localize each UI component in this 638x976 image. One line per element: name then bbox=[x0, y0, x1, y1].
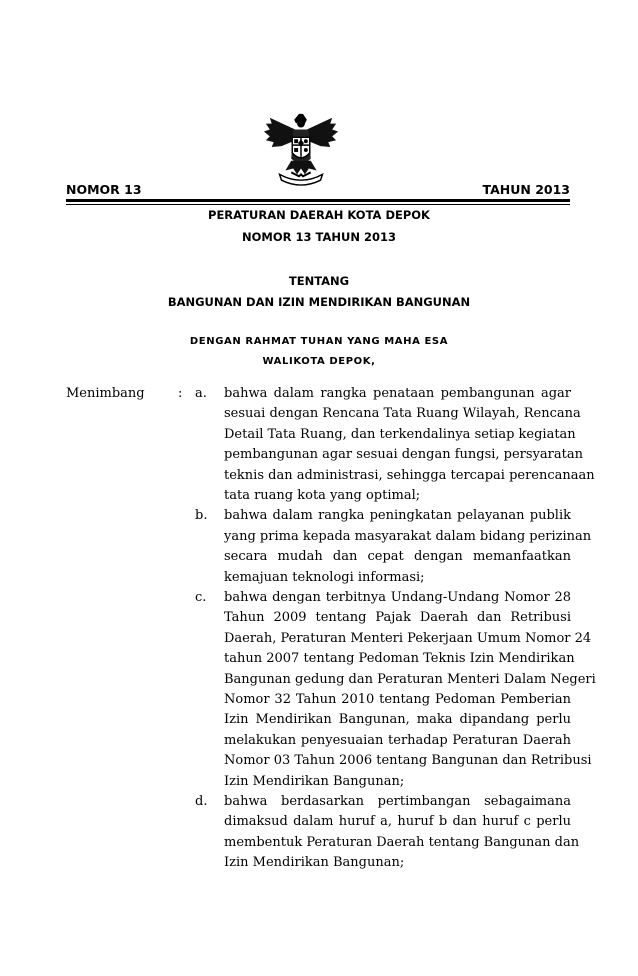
item-text-line: dimaksud dalam huruf a, huruf b dan huruf c perlu bbox=[224, 814, 571, 830]
item-letter: d. bbox=[195, 794, 208, 809]
item-text-line: Bangunan gedung dan Peraturan Menteri Dalam Negeri bbox=[224, 671, 596, 687]
item-text-line: Izin Mendirikan Bangunan, maka dipandang perlu bbox=[224, 712, 571, 728]
item-text-line: bahwa berdasarkan pertimbangan sebagaimana bbox=[224, 794, 571, 809]
item-text-line: membentuk Peraturan Daerah tentang Bangunan dan bbox=[224, 834, 580, 850]
title-walikota: WALIKOTA DEPOK, bbox=[262, 356, 376, 367]
item-text bbox=[224, 506, 592, 588]
item-text-line: pembangunan agar sesuai dengan fungsi, persyaratan bbox=[224, 447, 583, 463]
header-rule-thin bbox=[66, 204, 570, 205]
item-text bbox=[224, 792, 580, 874]
item-text-line: bahwa dengan terbitnya Undang-Undang Nomor 28 bbox=[224, 590, 571, 605]
item-letter: b. bbox=[195, 508, 208, 524]
garuda-emblem-icon bbox=[262, 110, 340, 188]
item-text-line: Tahun 2009 tentang Pajak Daerah dan Retribusi bbox=[224, 610, 571, 626]
item-text-line: Nomor 03 Tahun 2006 tentang Bangunan dan Retribusi bbox=[224, 753, 592, 769]
item-text-line: melakukan penyesuaian terhadap Peraturan Daerah bbox=[224, 732, 571, 748]
item-text-line: Izin Mendirikan Bangunan; bbox=[224, 773, 405, 789]
item-text-line: yang prima kepada masyarakat dalam bidang perizinan bbox=[224, 528, 592, 544]
item-letter: c. bbox=[195, 590, 207, 605]
item-text-line: tahun 2007 tentang Pedoman Teknis Izin Mendirikan bbox=[224, 651, 575, 667]
header-nomor: NOMOR 13 bbox=[66, 182, 142, 197]
item-text-line: kemajuan teknologi informasi; bbox=[224, 569, 425, 585]
header-rule-thick bbox=[66, 199, 570, 202]
title-tentang: TENTANG bbox=[288, 274, 350, 288]
item-text-line: Detail Tata Ruang, dan terkendalinya setiap kegiatan bbox=[224, 426, 576, 442]
title-peraturan: PERATURAN DAERAH KOTA DEPOK bbox=[208, 208, 430, 222]
item-letter: a. bbox=[195, 386, 207, 401]
item-text-line: Nomor 32 Tahun 2010 tentang Pedoman Pemberian bbox=[224, 691, 571, 707]
item-text-line: teknis dan administrasi, sehingga tercapai perencanaan bbox=[224, 467, 595, 483]
item-text-line: secara mudah dan cepat dengan memanfaatkan bbox=[224, 549, 571, 565]
item-text-line: tata ruang kota yang optimal; bbox=[224, 487, 421, 503]
item-text-line: bahwa dalam rangka peningkatan pelayanan publik bbox=[224, 508, 571, 524]
item-text-line: Daerah, Peraturan Menteri Pekerjaan Umum Nomor 24 bbox=[224, 630, 592, 646]
item-text-line: bahwa dalam rangka penataan pembangunan agar bbox=[224, 386, 571, 401]
item-text-line: Izin Mendirikan Bangunan; bbox=[224, 855, 405, 871]
header-tahun: TAHUN 2013 bbox=[482, 182, 570, 197]
title-rahmat: DENGAN RAHMAT TUHAN YANG MAHA ESA bbox=[189, 336, 449, 347]
item-text bbox=[224, 384, 595, 506]
item-text bbox=[224, 588, 596, 792]
menimbang-label: Menimbang bbox=[66, 386, 145, 401]
menimbang-colon: : bbox=[178, 386, 183, 401]
item-text-line: sesuai dengan Rencana Tata Ruang Wilayah, Rencana bbox=[224, 406, 581, 422]
title-nomor: NOMOR 13 TAHUN 2013 bbox=[242, 230, 396, 244]
title-subject: BANGUNAN DAN IZIN MENDIRIKAN BANGUNAN bbox=[167, 295, 471, 309]
